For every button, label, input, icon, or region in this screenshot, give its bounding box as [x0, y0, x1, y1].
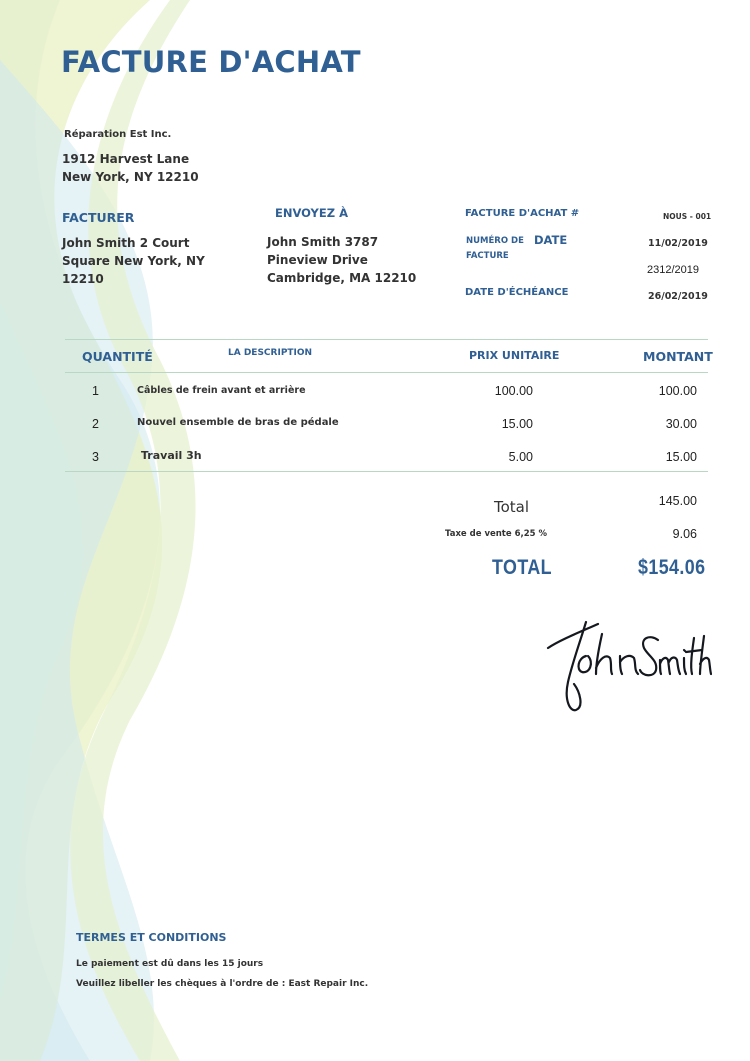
- invoice-number-value: 2312/2019: [647, 264, 699, 276]
- row-amount: 15.00: [665, 450, 697, 464]
- invoice-number-label-line2: FACTURE: [466, 251, 509, 261]
- header-quantity: QUANTITÉ: [82, 349, 153, 364]
- seller-address: [62, 150, 199, 186]
- row-unit-price: 5.00: [508, 450, 533, 464]
- bill-to-heading: FACTURER: [62, 210, 135, 225]
- subtotal-label: Total: [494, 498, 530, 516]
- po-label: FACTURE D'ACHAT #: [465, 208, 580, 219]
- terms-heading: TERMES ET CONDITIONS: [76, 931, 227, 944]
- ship-to-address: [267, 233, 416, 287]
- header-description: LA DESCRIPTION: [228, 348, 313, 358]
- ship-to-line2: Pineview Drive: [267, 253, 368, 267]
- grand-total-label: TOTAL: [492, 556, 552, 579]
- bill-to-address: [62, 234, 205, 288]
- due-date-label: DATE D'ÉCHÉANCE: [465, 287, 569, 298]
- row-unit-price: 100.00: [494, 384, 533, 398]
- row-qty: 1: [92, 384, 99, 398]
- seller-address-line1: 1912 Harvest Lane: [62, 152, 190, 166]
- signature-image: [540, 612, 712, 722]
- table-header-rule: [65, 372, 708, 373]
- seller-address-line2: New York, NY 12210: [62, 170, 199, 184]
- seller-name: Réparation Est Inc.: [64, 129, 172, 140]
- bill-to-line1: John Smith 2 Court: [62, 236, 190, 250]
- header-unit-price: PRIX UNITAIRE: [469, 349, 560, 362]
- row-description: Nouvel ensemble de bras de pédale: [137, 417, 339, 428]
- due-date-value: 26/02/2019: [648, 291, 708, 302]
- grand-total-value: $154.06: [638, 556, 706, 579]
- po-value: NOUS - 001: [663, 212, 712, 221]
- row-amount: 30.00: [665, 417, 697, 431]
- header-amount: MONTANT: [643, 349, 713, 364]
- row-amount: 100.00: [658, 384, 697, 398]
- row-description: Travail 3h: [141, 449, 202, 462]
- terms-line2: Veuillez libeller les chèques à l'ordre de : East Repair Inc.: [76, 979, 369, 989]
- ship-to-line1: John Smith 3787: [267, 235, 379, 249]
- row-description: Câbles de frein avant et arrière: [137, 385, 306, 396]
- date-label: DATE: [534, 233, 568, 247]
- subtotal-value: 145.00: [658, 494, 697, 508]
- table-top-rule: [65, 339, 708, 340]
- terms-line1: Le paiement est dû dans les 15 jours: [76, 959, 264, 969]
- bill-to-line2: Square New York, NY: [62, 254, 205, 268]
- tax-label: Taxe de vente 6,25 %: [445, 529, 548, 539]
- invoice-number-label-line1: NUMÉRO DE: [466, 236, 524, 246]
- ship-to-line3: Cambridge, MA 12210: [267, 271, 417, 285]
- date-value: 11/02/2019: [648, 238, 708, 249]
- document-title: FACTURE D'ACHAT: [61, 45, 361, 79]
- row-qty: 2: [92, 417, 99, 431]
- invoice-number-label: [466, 234, 524, 264]
- tax-value: 9.06: [672, 527, 697, 541]
- ship-to-heading: ENVOYEZ À: [275, 206, 348, 220]
- table-bottom-rule: [65, 471, 708, 472]
- bill-to-line3: 12210: [62, 272, 104, 286]
- row-unit-price: 15.00: [501, 417, 533, 431]
- row-qty: 3: [92, 450, 99, 464]
